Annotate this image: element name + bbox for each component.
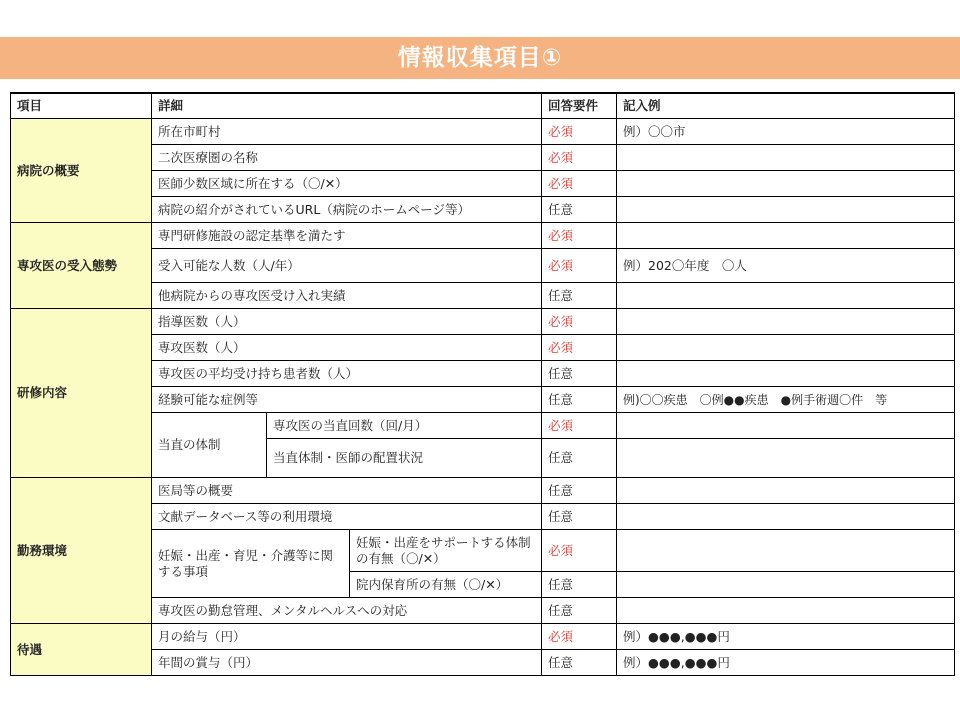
detail-cell: 専攻医数（人） [152, 335, 542, 361]
table-row [11, 361, 955, 387]
requirement-cell: 任意 [542, 387, 617, 413]
example-cell [617, 197, 955, 223]
table-row [11, 530, 955, 572]
requirement-cell: 任意 [542, 361, 617, 387]
requirement-cell: 必須 [542, 413, 617, 439]
page-title: 情報収集項目① [0, 37, 960, 79]
example-cell [617, 439, 955, 478]
detail-cell: 指導医数（人） [152, 309, 542, 335]
example-cell [617, 223, 955, 249]
detail-cell: 妊娠・出産をサポートする体制の有無（〇/✕） [350, 530, 542, 572]
category-cell: 病院の概要 [11, 119, 152, 223]
table-row [11, 335, 955, 361]
table-row [11, 197, 955, 223]
detail-cell: 病院の紹介がされているURL（病院のホームページ等） [152, 197, 542, 223]
requirement-cell: 必須 [542, 530, 617, 572]
requirement-cell: 必須 [542, 223, 617, 249]
example-cell [617, 361, 955, 387]
requirement-cell: 必須 [542, 145, 617, 171]
example-cell: 例)〇〇疾患 〇例●●疾患 ●例手術週〇件 等 [617, 387, 955, 413]
table-row [11, 624, 955, 650]
header-example: 記入例 [617, 93, 955, 119]
table-row [11, 223, 955, 249]
example-cell: 例）202〇年度 〇人 [617, 249, 955, 283]
example-cell [617, 572, 955, 598]
category-cell: 専攻医の受入態勢 [11, 223, 152, 309]
example-cell [617, 530, 955, 572]
table-row [11, 119, 955, 145]
detail-cell: 専攻医の当直回数（回/月） [267, 413, 542, 439]
requirement-cell: 任意 [542, 598, 617, 624]
table-row [11, 387, 955, 413]
example-cell [617, 504, 955, 530]
example-cell [617, 171, 955, 197]
detail-cell: 月の給与（円） [152, 624, 542, 650]
detail-cell: 医局等の概要 [152, 478, 542, 504]
requirement-cell: 任意 [542, 197, 617, 223]
category-cell: 待遇 [11, 624, 152, 676]
example-cell [617, 478, 955, 504]
table-row [11, 171, 955, 197]
requirement-cell: 任意 [542, 478, 617, 504]
example-cell [617, 309, 955, 335]
requirement-cell: 必須 [542, 249, 617, 283]
table-row [11, 413, 955, 439]
table-row [11, 504, 955, 530]
detail-cell: 専攻医の平均受け持ち患者数（人） [152, 361, 542, 387]
header-requirement: 回答要件 [542, 93, 617, 119]
detail-cell: 年間の賞与（円） [152, 650, 542, 676]
requirement-cell: 必須 [542, 624, 617, 650]
table-row [11, 309, 955, 335]
requirement-cell: 任意 [542, 283, 617, 309]
example-cell [617, 145, 955, 171]
detail-cell: 他病院からの専攻医受け入れ実績 [152, 283, 542, 309]
detail-cell: 院内保育所の有無（〇/✕） [350, 572, 542, 598]
example-cell [617, 283, 955, 309]
example-cell [617, 335, 955, 361]
requirement-cell: 任意 [542, 572, 617, 598]
table-row [11, 598, 955, 624]
header-detail: 詳細 [152, 93, 542, 119]
detail-cell: 当直体制・医師の配置状況 [267, 439, 542, 478]
requirement-cell: 任意 [542, 439, 617, 478]
requirement-cell: 必須 [542, 119, 617, 145]
example-cell [617, 413, 955, 439]
table-row [11, 249, 955, 283]
requirement-cell: 任意 [542, 650, 617, 676]
detail-cell: 医師少数区域に所在する（〇/✕） [152, 171, 542, 197]
info-table [10, 92, 955, 676]
detail-cell: 所在市町村 [152, 119, 542, 145]
detail-cell: 受入可能な人数（人/年） [152, 249, 542, 283]
detail-cell: 専門研修施設の認定基準を満たす [152, 223, 542, 249]
requirement-cell: 任意 [542, 504, 617, 530]
table-row [11, 283, 955, 309]
header-row [11, 93, 955, 119]
detail-cell: 経験可能な症例等 [152, 387, 542, 413]
category-cell: 勤務環境 [11, 478, 152, 624]
requirement-cell: 必須 [542, 309, 617, 335]
example-cell: 例）〇〇市 [617, 119, 955, 145]
example-cell [617, 598, 955, 624]
table-row [11, 145, 955, 171]
requirement-cell: 必須 [542, 335, 617, 361]
requirement-cell: 必須 [542, 171, 617, 197]
table-row [11, 650, 955, 676]
detail-cell: 二次医療圏の名称 [152, 145, 542, 171]
header-item: 項目 [11, 93, 152, 119]
detail-cell: 専攻医の勤怠管理、メンタルヘルスへの対応 [152, 598, 542, 624]
example-cell: 例）●●●,●●●円 [617, 624, 955, 650]
example-cell: 例）●●●,●●●円 [617, 650, 955, 676]
detail-cell: 文献データベース等の利用環境 [152, 504, 542, 530]
group-label-cell: 妊娠・出産・育児・介護等に関する事項 [152, 530, 350, 598]
group-label-cell: 当直の体制 [152, 413, 267, 478]
table-row [11, 478, 955, 504]
category-cell: 研修内容 [11, 309, 152, 478]
